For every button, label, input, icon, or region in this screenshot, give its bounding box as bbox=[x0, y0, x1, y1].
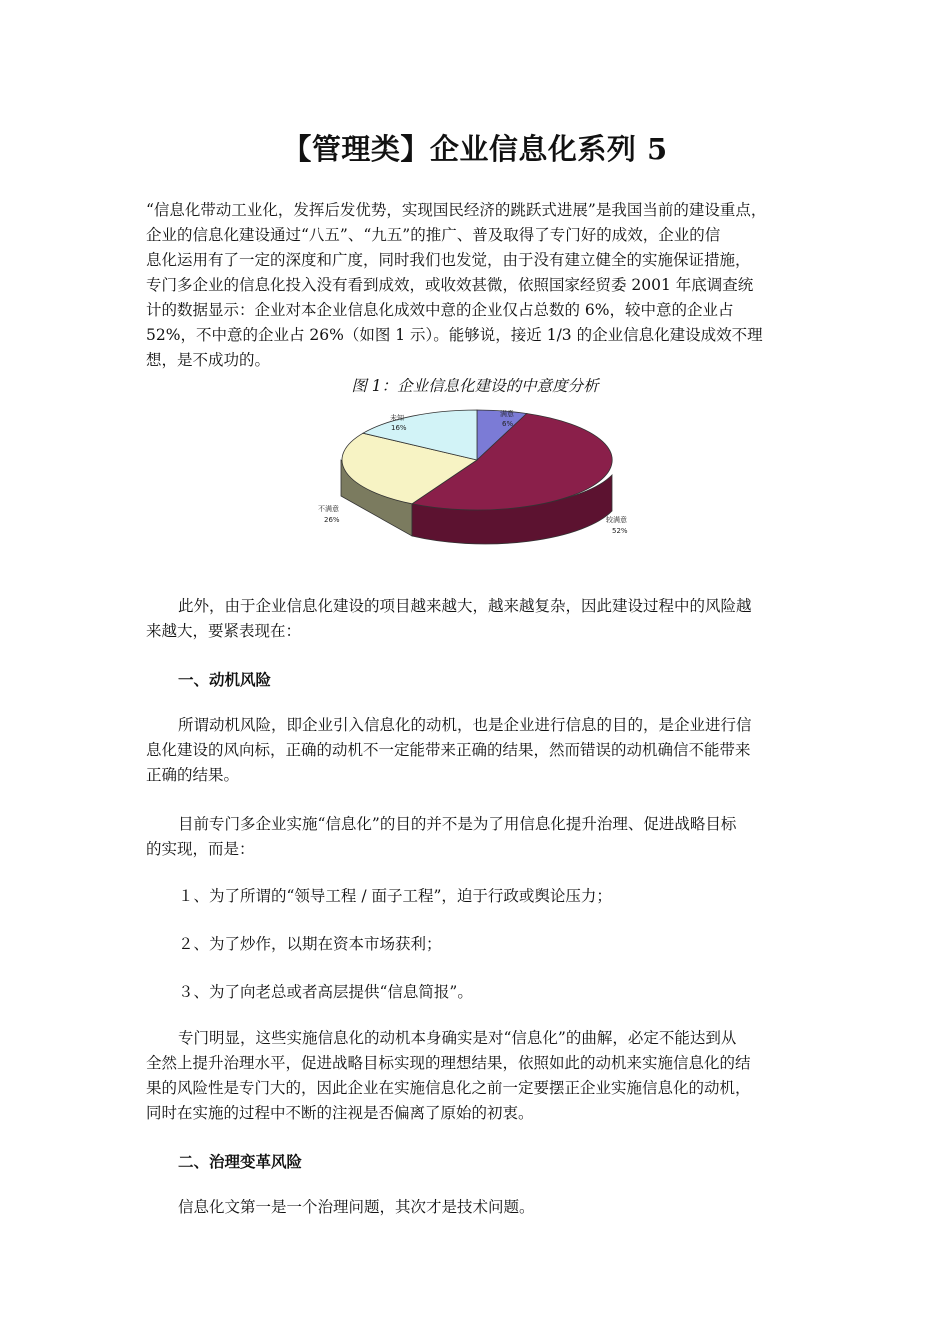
pie-chart bbox=[300, 400, 650, 550]
text-line: 信息化文第一是一个治理问题，其次才是技术问题。 bbox=[178, 1198, 535, 1216]
paragraph-management-change bbox=[146, 1195, 818, 1220]
slice-value-unsatisfied: 26% bbox=[324, 516, 340, 524]
text-line: 息化建设的风向标，正确的动机不一定能带来正确的结果，然而错误的动机确信不能带来 bbox=[146, 741, 751, 759]
paragraph-risks-intro bbox=[146, 594, 818, 644]
pie-top-layer bbox=[342, 410, 612, 510]
text-line: 的实现，而是： bbox=[146, 840, 255, 858]
text-line: 想，是不成功的。 bbox=[146, 351, 271, 369]
list-item: ２、为了炒作，以期在资本市场获利； bbox=[178, 935, 442, 953]
paragraph-current-purpose bbox=[146, 812, 818, 862]
section-heading-management-change-risk: 二、治理变革风险 bbox=[178, 1152, 303, 1171]
text-line: 专门多企业的信息化投入没有看到成效，或收效甚微，依照国家经贸委 2001 年底调查统 bbox=[146, 276, 754, 294]
text-line: 同时在实施的过程中不断的注视是否偏离了原始的初衷。 bbox=[146, 1104, 534, 1122]
slice-label-unknown: 未知 bbox=[390, 414, 404, 422]
text-line: 52%，不中意的企业占 26%（如图 1 示）。能够说，接近 1/3 的企业信息化建设成效不理 bbox=[146, 326, 763, 344]
slice-value-satisfied: 6% bbox=[502, 420, 514, 428]
text-line: 所谓动机风险，即企业引入信息化的动机，也是企业进行信息的目的，是企业进行信 bbox=[178, 716, 752, 734]
paragraph-motive-risk bbox=[146, 713, 818, 788]
text-line: 息化运用有了一定的深度和广度，同时我们也发觉，由于没有建立健全的实施保证措施， bbox=[146, 251, 751, 269]
text-line: 全然上提升治理水平，促进战略目标实现的理想结果，依照如此的动机来实施信息化的结 bbox=[146, 1054, 751, 1072]
text-line: 企业的信息化建设通过“八五”、“九五”的推广、普及取得了专门好的成效，企业的信 bbox=[146, 226, 721, 244]
list-item: ３、为了向老总或者高层提供“信息简报”。 bbox=[178, 983, 473, 1001]
slice-value-fairly-satisfied: 52% bbox=[612, 527, 628, 535]
text-line: 来越大，要紧表现在： bbox=[146, 622, 302, 640]
text-line: 计的数据显示：企业对本企业信息化成效中意的企业仅占总数的 6%，较中意的企业占 bbox=[146, 301, 734, 319]
figure-caption: 图 1：企业信息化建设的中意度分析 bbox=[351, 377, 599, 395]
text-line: 果的风险性是专门大的，因此企业在实施信息化之前一定要摆正企业实施信息化的动机， bbox=[146, 1079, 751, 1097]
slice-label-satisfied: 满意 bbox=[500, 410, 514, 418]
text-line: 此外，由于企业信息化建设的项目越来越大，越来越复杂，因此建设过程中的风险越 bbox=[178, 597, 752, 615]
text-line: 正确的结果。 bbox=[146, 766, 240, 784]
list-item: １、为了所谓的“领导工程 / 面子工程”，迫于行政或舆论压力； bbox=[178, 887, 612, 905]
slice-label-unsatisfied: 不满意 bbox=[318, 505, 339, 513]
text-line: 专门明显，这些实施信息化的动机本身确实是对“信息化”的曲解，必定不能达到从 bbox=[178, 1029, 737, 1047]
intro-paragraph bbox=[146, 198, 818, 373]
slice-label-fairly-satisfied: 较满意 bbox=[606, 516, 627, 524]
slice-value-unknown: 16% bbox=[391, 424, 407, 432]
text-line: “信息化带动工业化，发挥后发优势，实现国民经济的跳跃式进展”是我国当前的建设重点， bbox=[146, 201, 767, 219]
paragraph-motive-conclusion bbox=[146, 1026, 818, 1126]
section-heading-motive-risk: 一、动机风险 bbox=[178, 670, 272, 689]
page-title: 【管理类】企业信息化系列 5 bbox=[282, 132, 668, 166]
text-line: 目前专门多企业实施“信息化”的目的并不是为了用信息化提升治理、促进战略目标 bbox=[178, 815, 737, 833]
